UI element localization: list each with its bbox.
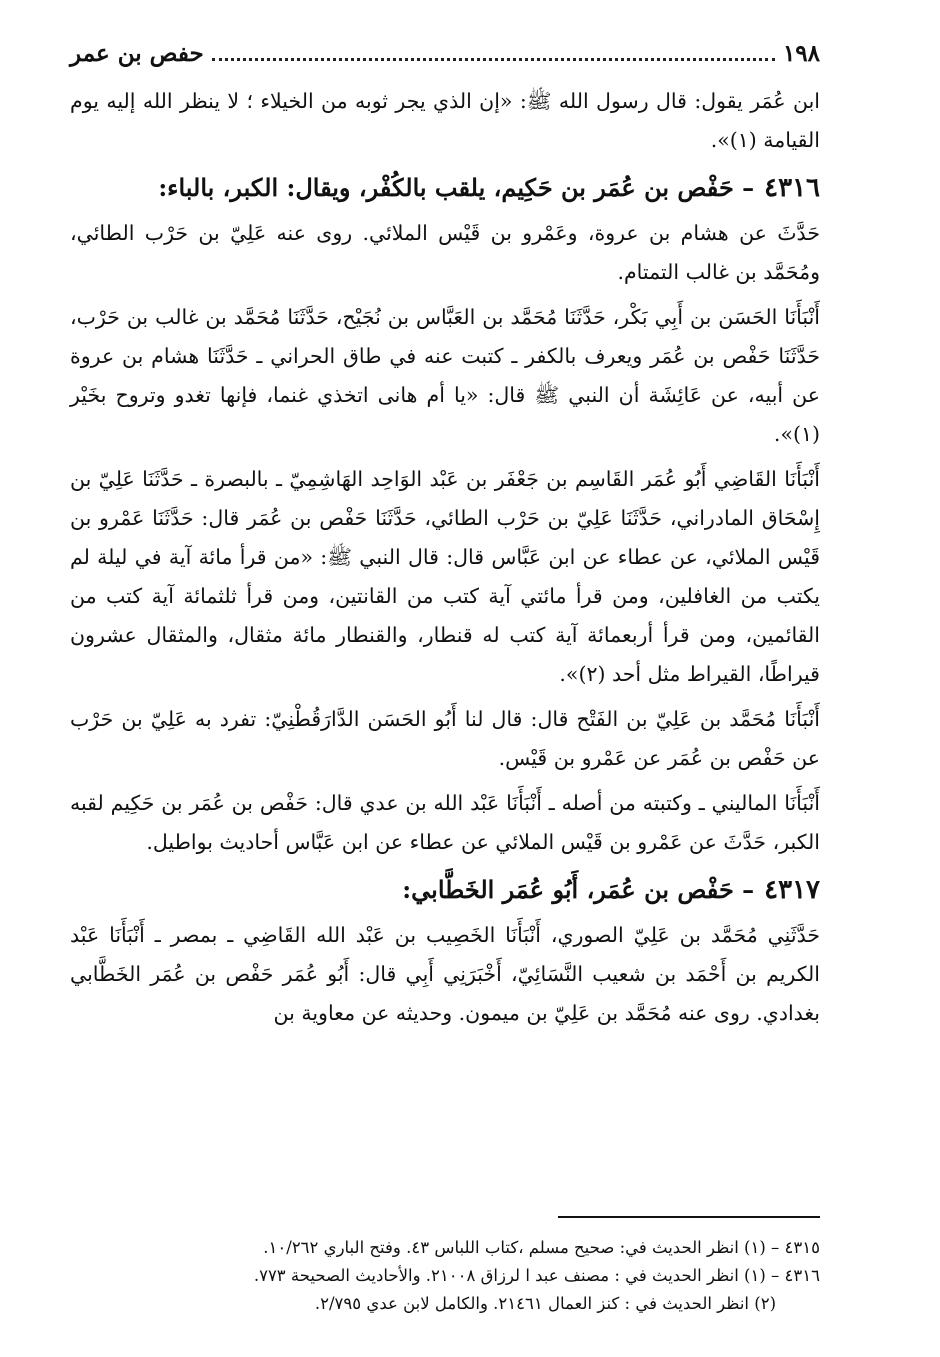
entry-number: ٤٣١٦: [764, 173, 820, 203]
book-page: [70, 40, 820, 1039]
footnote-divider: [558, 1216, 820, 1218]
entry-paragraph: أَنْبَأَنَا مُحَمَّد بن عَلِيّ بن الفَتْح قال: قال لنا أَبُو الحَسَن الدَّارَقُطْنِيّ: تفرد به عَلِيّ بن حَرْب عن حَفْص بن عُمَر عن عَمْرو بن قَيْس.: [70, 707, 820, 770]
entry-number: ٤٣١٧: [764, 875, 820, 905]
running-header: [70, 40, 820, 82]
footnote-item: ٤٣١٦ – (١) انظر الحديث في : مصنف عبد ا لرزاق ٢١٠٠٨. والأحاديث الصحيحة ٧٧٣.: [253, 1266, 820, 1285]
running-title: حفص بن عمر: [70, 40, 204, 67]
entry-paragraph: حَدَّثَ عن هشام بن عروة، وعَمْرو بن قَيْس الملائي. روى عنه عَلِيّ بن حَرْب الطائي، ومُحَمَّد بن غالب التمتام.: [70, 221, 820, 284]
entry-paragraph: أَنْبَأَنَا الحَسَن بن أَبِي بَكْر، حَدَّثَنَا مُحَمَّد بن العَبَّاس بن نُجَيْح، حَدَّثَنَا مُحَمَّد بن غالب بن حَرْب، حَدَّثَنَا حَفْص بن عُمَر ويعرف بالكفر ـ كتبت عنه في طاق الحراني ـ حَدَّثَنَا هشام بن عروة عن أبيه، عن عَائِشَة أن النبي ﷺ قال: «يا أم هانى اتخذي غنما، فإنها تغدو وتروح بخَيْر (١)».: [70, 305, 820, 446]
entry-title: – حَفْص بن عُمَر بن حَكِيم، يلقب بالكُفْر، ويقال: الكبر، بالباء:: [158, 173, 755, 202]
entry-paragraph: أَنْبَأَنَا القَاضِي أَبُو عُمَر القَاسِم بن جَعْفَر بن عَبْد الوَاحِد الهَاشِمِيّ ـ بالبصرة ـ حَدَّثَنَا عَلِيّ بن إِسْحَاق المادراني، حَدَّثَنَا عَلِيّ بن حَرْب الطائي، حَدَّثَنَا حَفْص بن عُمَر قال: حَدَّثَنَا عَمْرو بن قَيْس الملائي، عن عطاء عن ابن عَبَّاس قال: قال النبي ﷺ: «من قرأ مائة آية في ليلة لم يكتب من الغافلين، ومن قرأ مائتي آية كتب من القانتين، ومن قرأ ثلثمائة آية كتب من القائمين، ومن قرأ أربعمائة آية كتب له قنطار، والقنطار مائة مثقال، والمثقال عشرون قيراطًا، القيراط مثل أحد (٢)».: [70, 467, 821, 686]
footnotes: [120, 1234, 820, 1318]
header-dot-leader: [212, 44, 775, 61]
entry-paragraph: أَنْبَأَنَا الماليني ـ وكتبته من أصله ـ أَنْبَأَنَا عَبْد الله بن عدي قال: حَفْص بن عُمَر بن حَكِيم لقبه الكبر، حَدَّثَ عن عَمْرو بن قَيْس الملائي عن عطاء عن ابن عَبَّاس أحاديث بواطيل.: [70, 791, 820, 854]
entry-title: – حَفْص بن عُمَر، أَبُو عُمَر الخَطَّابي:: [402, 875, 755, 904]
page-number: ١٩٨: [782, 40, 820, 67]
main-text: [70, 82, 820, 1033]
entry-paragraph: حَدَّثَنِي مُحَمَّد بن عَلِيّ الصوري، أَنْبَأَنَا الخَصِيب بن عَبْد الله القَاضِي ـ بمصر ـ أَنْبَأَنَا عَبْد الكريم بن أَحْمَد بن شعيب النَّسَائِيّ، أَخْبَرَنِي أَبِي قال: أَبُو عُمَر حَفْص بن عُمَر الخَطَّابي بغدادي. روى عنه مُحَمَّد بن عَلِيّ بن ميمون. وحديثه عن معاوية بن: [70, 923, 820, 1025]
intro-paragraph: ابن عُمَر يقول: قال رسول الله ﷺ: «إن الذي يجر ثوبه من الخيلاء ؛ لا ينظر الله إليه يوم القيامة (١)».: [70, 89, 820, 152]
footnote-item: (٢) انظر الحديث في : كنز العمال ٢١٤٦١. والكامل لابن عدي ٢/٧٩٥.: [314, 1294, 776, 1313]
entry-heading-4317: [70, 868, 820, 912]
entry-heading-4316: [70, 166, 820, 210]
footnote-item: ٤٣١٥ – (١) انظر الحديث في: صحيح مسلم ،كتاب اللباس ٤٣. وفتح الباري ١٠/٢٦٢.: [263, 1238, 820, 1257]
